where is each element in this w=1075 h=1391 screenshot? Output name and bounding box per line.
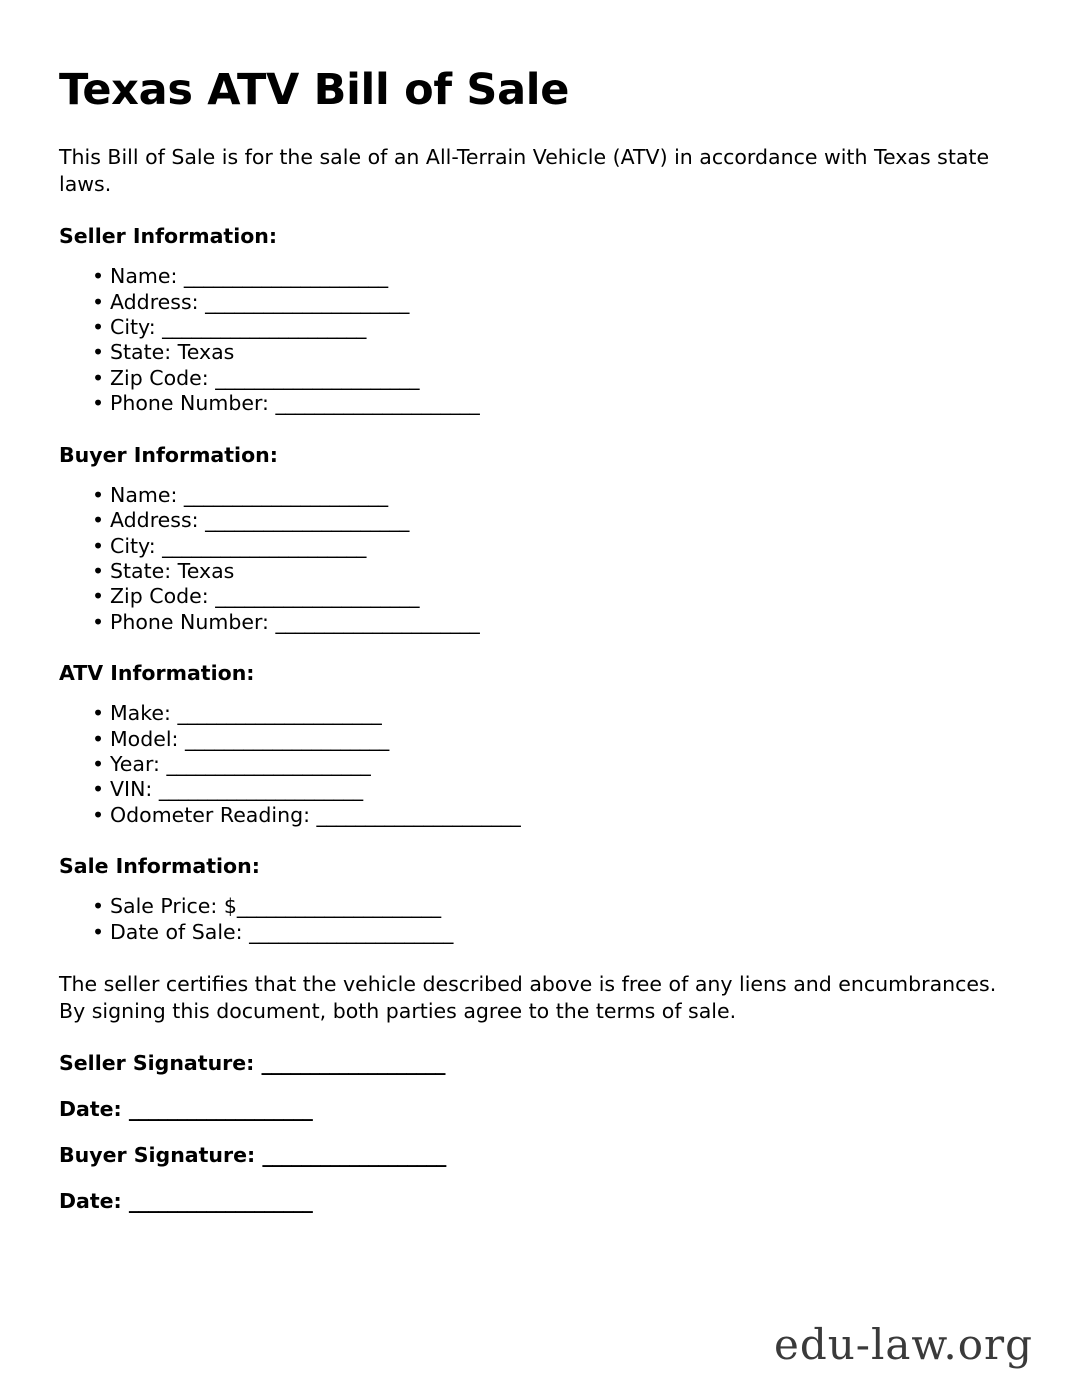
field-blank[interactable]: _____________________ [275, 391, 480, 416]
list-item [59, 920, 1015, 945]
field-blank[interactable]: _____________________ [183, 264, 388, 289]
list-item [59, 752, 1015, 777]
field-blank[interactable]: _____________________ [166, 751, 371, 776]
field-label: Year: [110, 751, 167, 776]
field-label: Address: [110, 289, 206, 314]
list-item [59, 534, 1015, 559]
field-label: State: Texas [110, 340, 235, 365]
list-item [59, 894, 1015, 919]
field-blank[interactable]: _____________________ [184, 726, 389, 751]
field-blank[interactable]: _____________________ [158, 777, 363, 802]
list-item [59, 777, 1015, 802]
intro-paragraph: This Bill of Sale is for the sale of an All-Terrain Vehicle (ATV) in accordance with Texas state laws. [59, 145, 990, 197]
field-label: Phone Number: [110, 609, 276, 634]
field-label: Date of Sale: [110, 919, 250, 944]
signature-label: Buyer Signature: [59, 1143, 263, 1168]
signature-blank[interactable]: ___________________ [262, 1143, 446, 1168]
list-item [59, 701, 1015, 726]
field-blank[interactable]: _____________________ [249, 919, 453, 944]
field-blank[interactable]: _____________________ [162, 533, 366, 558]
field-label: Model: [110, 726, 185, 751]
site-watermark: edu-law.org [773, 1320, 1033, 1369]
field-label: Odometer Reading: [110, 802, 317, 827]
signature-blank[interactable]: ___________________ [128, 1097, 313, 1122]
atv-information-heading: ATV Information: [59, 661, 255, 686]
atv-information-list [59, 701, 1015, 828]
list-item [59, 559, 1015, 584]
buyer-information-heading: Buyer Information: [59, 442, 278, 467]
field-blank[interactable]: _____________________ [177, 701, 382, 726]
list-item [59, 584, 1015, 609]
seller-information-list [59, 264, 1015, 416]
certification-paragraph: The seller certifies that the vehicle described above is free of any liens and encumbrances. By signing this document, both parties agree to the terms of sale. [59, 971, 997, 1024]
seller-signature-line [59, 1051, 1015, 1075]
list-item [59, 391, 1015, 416]
signature-label: Seller Signature: [59, 1051, 262, 1076]
field-label: Address: [110, 508, 206, 533]
list-item [59, 264, 1015, 289]
field-label: City: [110, 315, 163, 340]
field-blank[interactable]: _____________________ [205, 508, 409, 533]
field-blank[interactable]: _____________________ [183, 482, 388, 507]
buyer-date-line [59, 1189, 1015, 1213]
signature-block [59, 1051, 1015, 1213]
buyer-signature-line [59, 1143, 1015, 1167]
field-blank[interactable]: _____________________ [205, 289, 409, 314]
signature-blank[interactable]: ___________________ [261, 1051, 445, 1076]
field-label: Name: [110, 264, 184, 289]
seller-information-heading: Seller Information: [59, 224, 278, 249]
field-blank[interactable]: _____________________ [215, 584, 419, 609]
field-blank[interactable]: _____________________ [215, 365, 419, 390]
field-label: Phone Number: [110, 391, 276, 416]
signature-label: Date: [59, 1189, 129, 1214]
field-label: Zip Code: [110, 584, 216, 609]
sale-information-list [59, 894, 1015, 945]
list-item [59, 508, 1015, 533]
sale-information-heading: Sale Information: [59, 854, 260, 879]
field-label: Make: [110, 701, 178, 726]
field-blank[interactable]: _____________________ [236, 894, 441, 919]
field-label: Zip Code: [110, 365, 216, 390]
field-blank[interactable]: _____________________ [162, 315, 366, 340]
field-blank[interactable]: _____________________ [275, 609, 480, 634]
field-label: State: Texas [110, 558, 235, 583]
list-item [59, 315, 1015, 340]
list-item [59, 727, 1015, 752]
list-item [59, 366, 1015, 391]
seller-date-line [59, 1097, 1015, 1121]
field-blank[interactable]: _____________________ [316, 802, 521, 827]
signature-label: Date: [59, 1097, 129, 1122]
list-item [59, 290, 1015, 315]
signature-blank[interactable]: ___________________ [128, 1189, 313, 1214]
list-item [59, 610, 1015, 635]
page-title: Texas ATV Bill of Sale [59, 65, 570, 115]
list-item [59, 483, 1015, 508]
field-label: VIN: [110, 777, 159, 802]
field-label: Name: [110, 482, 184, 507]
field-label: City: [110, 533, 163, 558]
buyer-information-list [59, 483, 1015, 635]
list-item [59, 340, 1015, 365]
list-item [59, 803, 1015, 828]
field-label: Sale Price: $ [110, 894, 237, 919]
